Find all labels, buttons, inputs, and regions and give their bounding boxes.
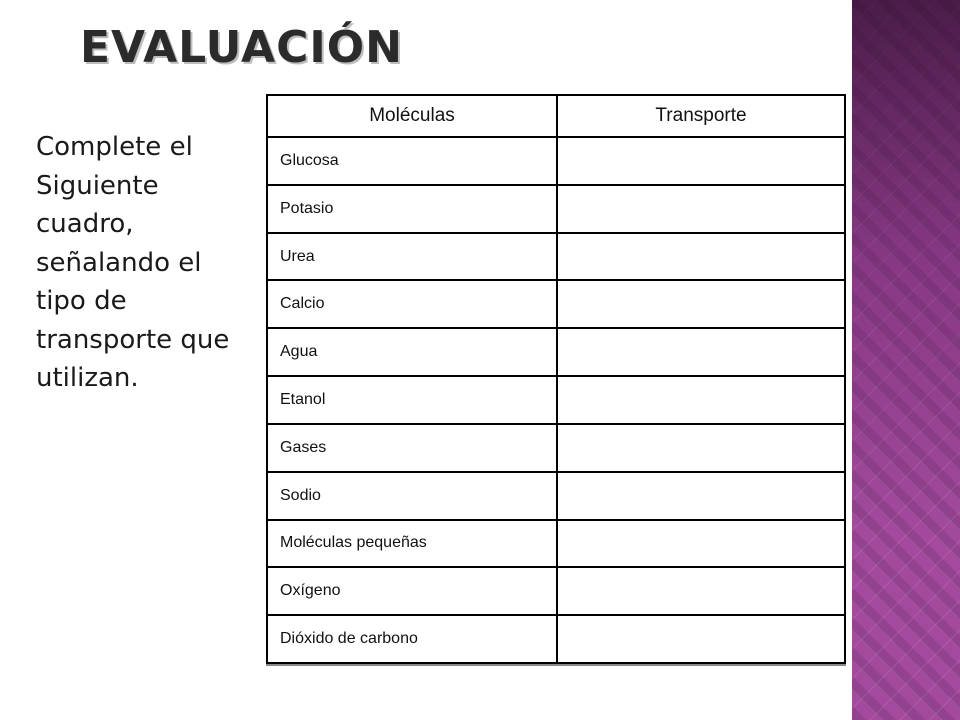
table-row: [267, 137, 845, 185]
table-row: [267, 280, 845, 328]
molecule-cell: Urea: [267, 233, 557, 281]
molecule-cell: Etanol: [267, 376, 557, 424]
molecule-cell: Gases: [267, 424, 557, 472]
table-row: [267, 520, 845, 568]
transport-cell[interactable]: [557, 185, 845, 233]
molecule-transport-table: [266, 94, 846, 664]
table-row: [267, 233, 845, 281]
header-transport: Transporte: [557, 95, 845, 137]
table-row: [267, 376, 845, 424]
table-row: [267, 472, 845, 520]
instructions-text: Complete el Siguiente cuadro, señalando el tipo de transporte que utilizan.: [36, 132, 230, 393]
transport-cell[interactable]: [557, 520, 845, 568]
molecule-cell: Oxígeno: [267, 567, 557, 615]
transport-cell[interactable]: [557, 376, 845, 424]
transport-cell[interactable]: [557, 424, 845, 472]
transport-cell[interactable]: [557, 615, 845, 663]
molecule-cell: Sodio: [267, 472, 557, 520]
transport-cell[interactable]: [557, 280, 845, 328]
table-row: [267, 185, 845, 233]
transport-cell[interactable]: [557, 472, 845, 520]
table-row: [267, 567, 845, 615]
slide-title: EVALUACIÓN: [80, 22, 403, 73]
decorative-side-band: [852, 0, 960, 720]
molecule-cell: Agua: [267, 328, 557, 376]
molecule-cell: Calcio: [267, 280, 557, 328]
table-row: [267, 328, 845, 376]
header-molecules: Moléculas: [267, 95, 557, 137]
molecule-table-container: [266, 94, 846, 666]
table-row: [267, 424, 845, 472]
molecule-cell: Moléculas pequeñas: [267, 520, 557, 568]
transport-cell[interactable]: [557, 567, 845, 615]
transport-cell[interactable]: [557, 233, 845, 281]
molecule-cell: Dióxido de carbono: [267, 615, 557, 663]
molecule-cell: Glucosa: [267, 137, 557, 185]
table-row: [267, 615, 845, 663]
transport-cell[interactable]: [557, 328, 845, 376]
table-header-row: [267, 95, 845, 137]
transport-cell[interactable]: [557, 137, 845, 185]
molecule-cell: Potasio: [267, 185, 557, 233]
